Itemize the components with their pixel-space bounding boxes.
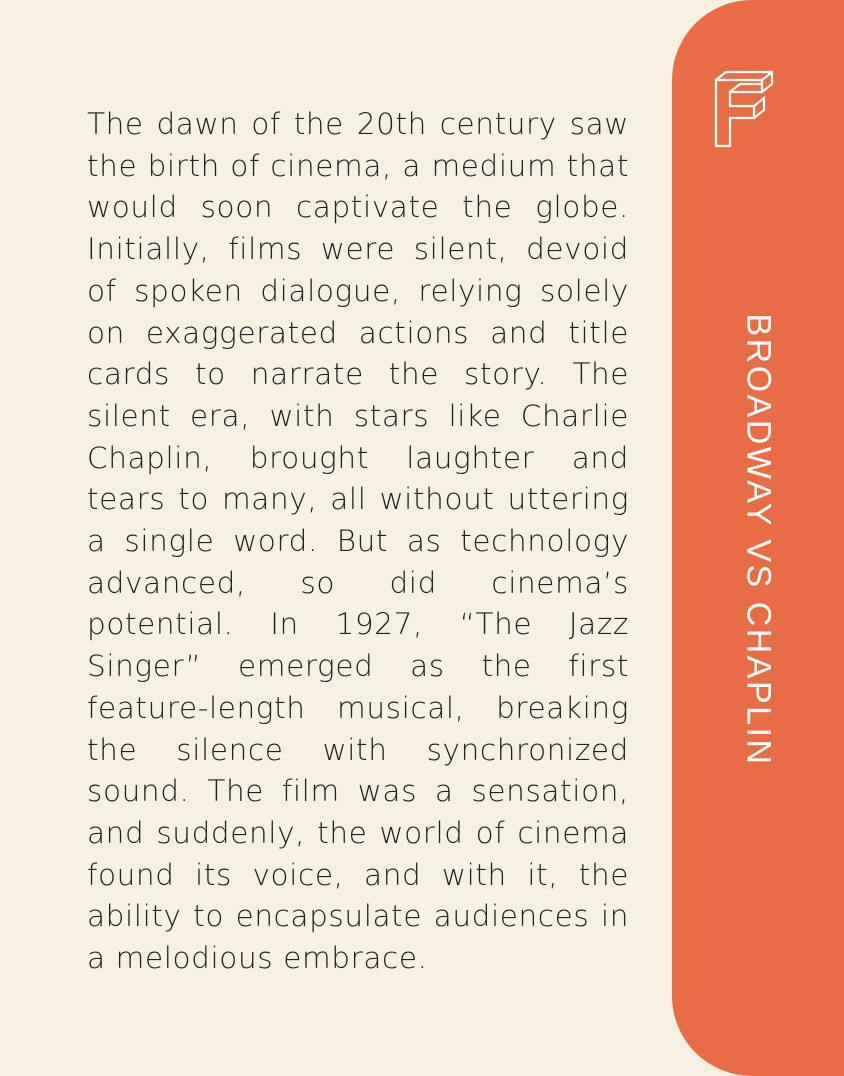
side-panel-title: BROADWAY VS CHAPLIN: [739, 313, 778, 767]
letter-f-logo-icon: [712, 68, 778, 148]
side-panel: [672, 0, 844, 1076]
body-paragraph: The dawn of the 20th century saw the birth of cinema, a medium that would soon captivate the globe. Initially, films were silent, devoid of spoken dialogue, relying solely on exaggerated actions and title cards to narrate the story. The silent era, with stars like Charlie Chaplin, brought laughter and tears to many, all without uttering a single word. But as technology advanced, so did cinema’s potential. In 1927, “The Jazz Singer” emerged as the first feature-length musical, breaking the silence with synchronized sound. The film was a sensation, and suddenly, the world of cinema found its voice, and with it, the ability to encapsulate audiences in a melodious embrace.: [87, 107, 629, 976]
